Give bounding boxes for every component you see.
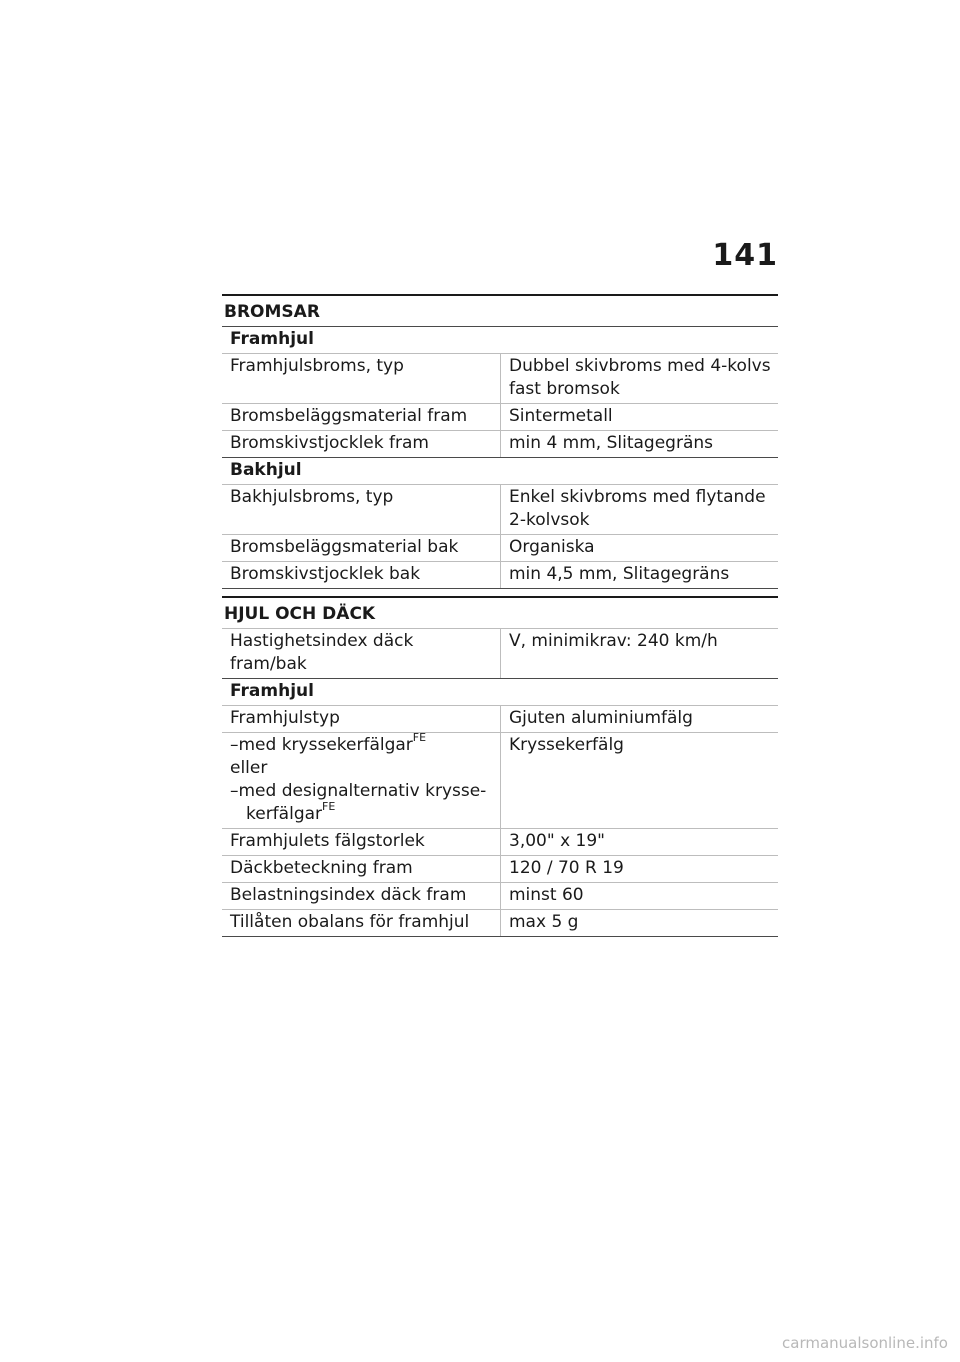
spec-key: Framhjulsbroms, typ	[230, 356, 404, 376]
spec-key: Bromsbeläggsmaterial fram	[230, 406, 468, 426]
spec-value: 120 / 70 R 19	[500, 856, 778, 882]
footnote-marker: FE	[322, 800, 336, 814]
rim-option-line: –med designalternativ krysse-	[230, 781, 487, 801]
spec-value: max 5 g	[500, 910, 778, 936]
footnote-marker: FE	[412, 731, 427, 745]
spec-value-line: 2-kolvsok	[509, 510, 590, 530]
spec-key: Bromskivstjocklek fram	[230, 433, 429, 453]
watermark-footer: carmanualsonline.info	[782, 1334, 948, 1352]
page-number: 141	[712, 238, 778, 273]
spec-key: Hastighetsindex däck fram/bak	[230, 631, 414, 674]
spec-value	[500, 485, 778, 534]
spec-value: minst 60	[500, 883, 778, 909]
spec-value: Kryssekerfälg	[500, 733, 778, 828]
spec-row	[222, 828, 778, 855]
spec-value: Gjuten aluminiumfälg	[500, 706, 778, 732]
spec-key: Framhjulstyp	[230, 708, 340, 728]
rim-option-line	[230, 800, 494, 826]
spec-value: V, minimikrav: 240 km/h	[500, 629, 778, 678]
spec-value-line: fast bromsok	[509, 379, 620, 399]
spec-row	[222, 561, 778, 589]
spec-row	[222, 628, 778, 678]
spec-value-line: Dubbel skivbroms med 4-kolvs	[509, 356, 771, 376]
rim-option-line	[230, 731, 494, 757]
spec-value: Sintermetall	[500, 404, 778, 430]
section-hjul-och-dack	[222, 596, 778, 937]
spec-row	[222, 430, 778, 457]
spec-value: min 4,5 mm, Slitagegräns	[500, 562, 778, 588]
rim-option-text: kerfälgar	[246, 804, 323, 824]
spec-row	[222, 403, 778, 430]
section-bromsar	[222, 294, 778, 589]
subheading-bakhjul: Bakhjul	[222, 457, 778, 484]
spec-row	[222, 855, 778, 882]
spec-key: Framhjulets fälgstorlek	[230, 831, 425, 851]
spec-row	[222, 534, 778, 561]
spec-value: 3,00" x 19"	[500, 829, 778, 855]
spec-key: Bakhjulsbroms, typ	[230, 487, 394, 507]
spec-row	[222, 353, 778, 403]
spec-row	[222, 909, 778, 937]
spec-key: Tillåten obalans för framhjul	[230, 912, 470, 932]
spec-value: min 4 mm, Slitagegräns	[500, 431, 778, 457]
rim-option-or: eller	[230, 758, 268, 778]
section-title-bromsar: BROMSAR	[222, 294, 778, 326]
spec-value	[500, 354, 778, 403]
spec-row	[222, 705, 778, 732]
spec-key	[222, 733, 500, 828]
rim-option-text: –med kryssekerfälgar	[230, 735, 413, 755]
spec-value-line: Enkel skivbroms med flytande	[509, 487, 766, 507]
spec-key: Bromsbeläggsmaterial bak	[230, 537, 459, 557]
spec-key: Belastningsindex däck fram	[230, 885, 467, 905]
spec-key: Däckbeteckning fram	[230, 858, 413, 878]
section-title-hjul: HJUL OCH DÄCK	[222, 596, 778, 628]
spec-row	[222, 882, 778, 909]
subheading-framhjul: Framhjul	[222, 326, 778, 353]
spec-key: Bromskivstjocklek bak	[230, 564, 421, 584]
spec-row-rim	[222, 732, 778, 828]
spec-row	[222, 484, 778, 534]
subheading-framhjul: Framhjul	[222, 678, 778, 705]
spec-value: Organiska	[500, 535, 778, 561]
